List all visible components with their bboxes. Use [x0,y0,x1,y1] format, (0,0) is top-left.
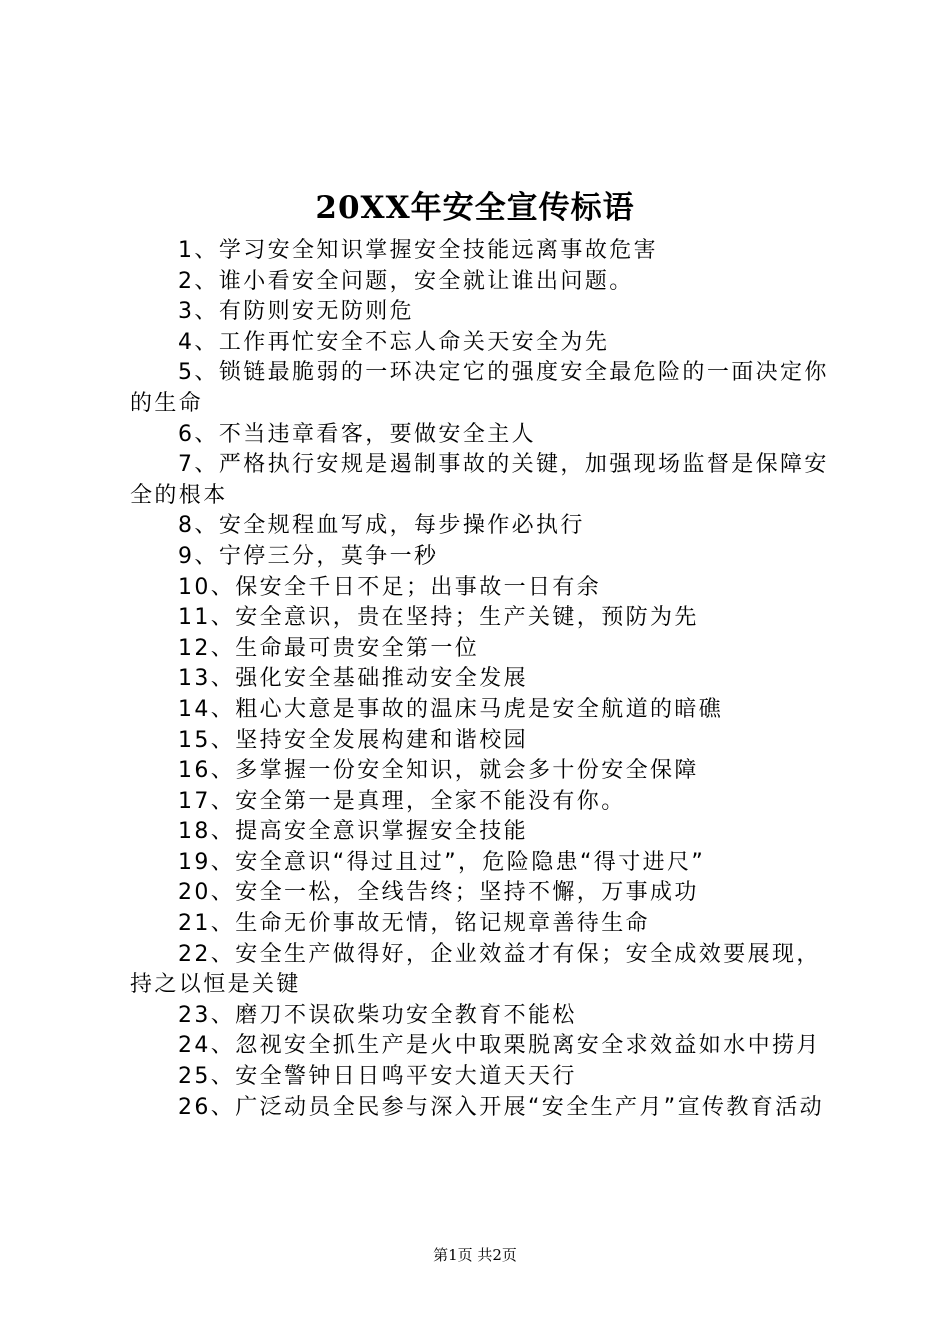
item-number: 22、 [178,941,236,967]
item-text: 安全生产做得好，企业效益才有保；安全成效要展现，持之以恒是关键 [130,941,821,998]
list-item [130,726,842,757]
list-item [130,940,842,1001]
list-item [130,848,842,879]
item-text: 保安全千日不足；出事故一日有余 [235,574,602,600]
list-item [130,603,842,634]
list-item [130,236,842,267]
document-title: 20XX年安全宣传标语 [315,190,635,226]
item-number: 4、 [178,329,219,355]
item-text: 有防则安无防则危 [218,299,415,325]
item-number: 12、 [178,635,236,661]
item-text: 宁停三分，莫争一秒 [218,543,439,569]
item-number: 24、 [178,1033,236,1059]
item-text: 安全警钟日日鸣平安大道天天行 [235,1064,577,1090]
item-text: 学习安全知识掌握安全技能远离事故危害 [218,238,659,263]
item-text: 安全一松，全线告终；坚持不懈，万事成功 [235,880,699,906]
item-number: 15、 [178,727,236,753]
list-item [130,542,842,573]
list-item [130,1062,842,1093]
item-number: 11、 [178,605,236,631]
item-number: 6、 [178,421,219,447]
item-number: 26、 [178,1094,236,1120]
item-number: 1、 [178,238,219,263]
item-text: 强化安全基础推动安全发展 [235,666,529,692]
item-number: 3、 [178,299,219,325]
item-text: 安全意识“得过且过”，危险隐患“得寸进尺” [235,849,706,875]
item-text: 安全意识，贵在坚持；生产关键，预防为先 [235,605,699,631]
item-text: 生命最可贵安全第一位 [235,635,480,661]
list-item [130,909,842,940]
list-item [130,634,842,665]
list-item [130,787,842,818]
item-number: 16、 [178,758,236,784]
item-number: 21、 [178,911,236,937]
item-text: 多掌握一份安全知识，就会多十份安全保障 [235,758,699,784]
item-number: 13、 [178,666,236,692]
list-item [130,267,842,298]
item-text: 锁链最脆弱的一环决定它的强度安全最危险的一面决定你的生命 [130,360,829,416]
item-text: 工作再忙安全不忘人命关天安全为先 [218,329,610,355]
item-text: 广泛动员全民参与深入开展“安全生产月”宣传教育活动 [235,1094,824,1120]
list-item [130,878,842,909]
item-text: 磨刀不误砍柴功安全教育不能松 [235,1002,577,1028]
list-item [130,358,842,419]
item-number: 8、 [178,513,219,539]
item-number: 7、 [178,452,219,478]
item-text: 忽视安全抓生产是火中取栗脱离安全求效益如水中捞月 [235,1033,821,1059]
list-item [130,756,842,787]
item-number: 2、 [178,268,219,294]
item-text: 生命无价事故无情，铭记规章善待生命 [235,911,651,937]
item-text: 提高安全意识掌握安全技能 [235,819,529,845]
item-text: 严格执行安规是遏制事故的关键，加强现场监督是保障安全的根本 [130,452,829,508]
item-text: 粗心大意是事故的温床马虎是安全航道的暗礁 [235,696,724,722]
item-text: 安全规程血写成，每步操作必执行 [218,513,585,539]
item-text: 不当违章看客，要做安全主人 [218,421,537,447]
list-item [130,1093,842,1124]
list-item [130,297,842,328]
item-number: 10、 [178,574,236,600]
item-number: 5、 [178,360,219,386]
list-item [130,817,842,848]
list-item [130,420,842,451]
list-item [130,1001,842,1032]
list-item [130,695,842,726]
item-number: 17、 [178,788,236,814]
item-number: 14、 [178,696,236,722]
item-number: 9、 [178,543,219,569]
item-number: 19、 [178,849,236,875]
page-footer: 第1页 共2页 [433,1246,517,1264]
list-item [130,573,842,604]
list-item [130,664,842,695]
item-number: 25、 [178,1064,236,1090]
item-number: 18、 [178,819,236,845]
list-item [130,328,842,359]
item-text: 坚持安全发展构建和谐校园 [235,727,529,753]
slogan-list [130,236,842,1123]
list-item [130,1031,842,1062]
list-item [130,511,842,542]
item-number: 20、 [178,880,236,906]
item-number: 23、 [178,1002,236,1028]
item-text: 谁小看安全问题，安全就让谁出问题。 [218,268,634,294]
list-item [130,450,842,511]
item-text: 安全第一是真理，全家不能没有你。 [235,788,626,814]
